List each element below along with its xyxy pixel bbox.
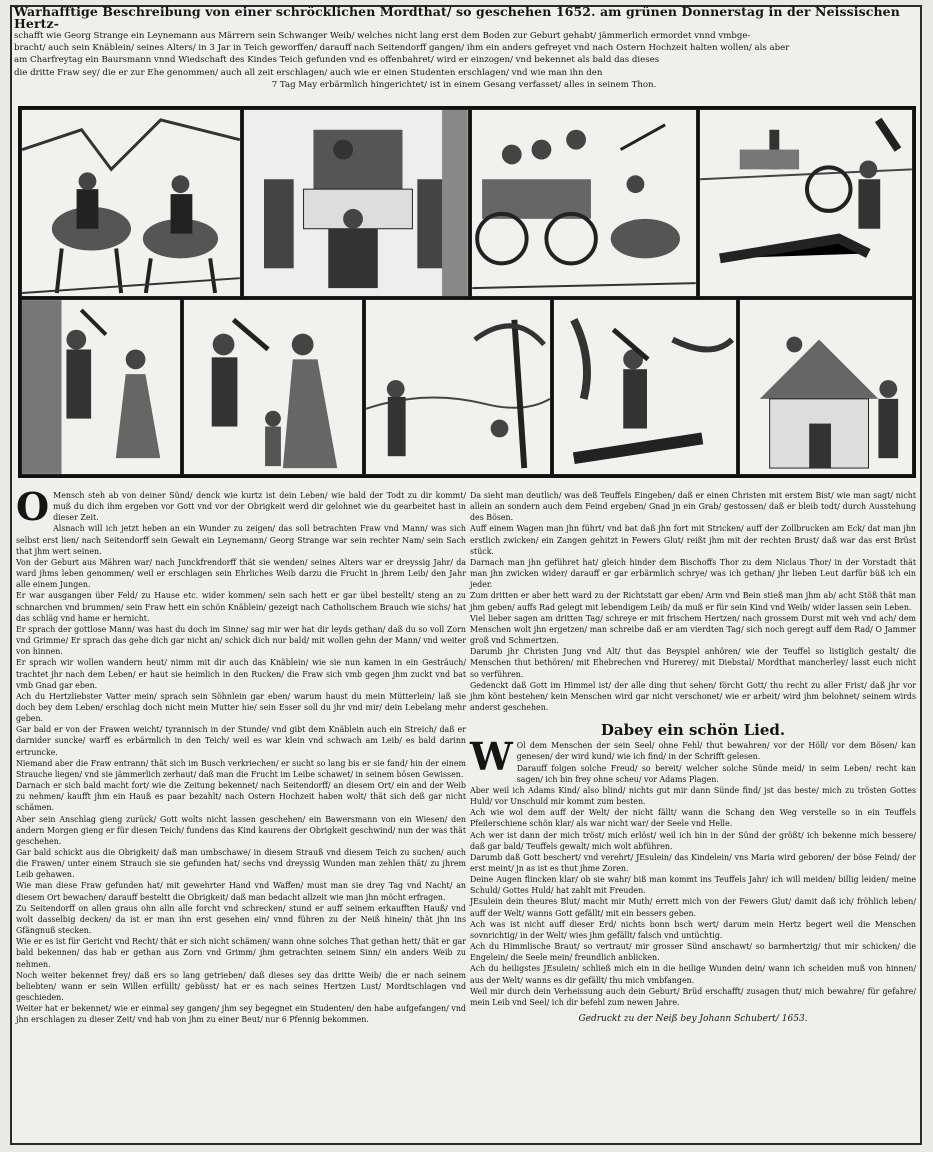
verse: JEsulein dein theures Blut/ macht mir Muth/ errett mich von der Fewers Glut/ damit daß ich/ fröhlich leben/ auff der Welt/ wanns Gott gefällt/ mit ein bessers geben. bbox=[470, 897, 916, 918]
courtroom-image bbox=[244, 110, 468, 296]
paragraph: Auff einem Wagen man jhn führt/ vnd bat daß jhn fort mit Stricken/ auff der Zollbrucken am Eck/ dat man jhn erstlich zwicken/ ein Zangen gehitzt in Fewers Glut/ reißt jhm mit der rechten Brust/ daß war das erst Brüst stück. bbox=[470, 524, 916, 556]
woodcut-panel-couple-axe bbox=[21, 299, 181, 475]
woodcut-panel-attack bbox=[183, 299, 363, 475]
horsemen-image bbox=[22, 110, 240, 296]
paragraph: Er sprach wir wollen wandern heut/ nimm mit dir auch das Knäblein/ wie sie nun kamen in ein Gesträuch/ trachtet jhr nach dem Leben/ er haut sie heimlich in den Rucken/ die Fraw sich vmb gegen jhm zuckt vnd bat vmb Gnad gar eben. bbox=[16, 658, 466, 690]
woodcut-panel-landscape bbox=[365, 299, 551, 475]
paragraph: Gar bald schickt aus die Obrigkeit/ daß man umbschawe/ in diesem Strauß vnd diesem Teich zu suchen/ auch die Frawen/ unter einem Strauch sie sie gefunden hat/ sechs vnd dreyssig Wunden man zehlen thät/ zu jhrem Leib gehawen. bbox=[16, 848, 466, 880]
paragraph: Noch weiter bekennet frey/ daß ers so lang getrieben/ daß dieses sey das dritte Weib/ die er nach seinem beliebten/ wann er sein Willen erfüllt/ gebüsst/ hat er es nach seines Hertzen Lust/ Mordtschlagen vnd geschieden. bbox=[16, 970, 466, 1003]
woodcut-panel-cart bbox=[471, 109, 697, 297]
woodcut-panel-courtroom bbox=[243, 109, 469, 297]
landscape-image bbox=[366, 300, 550, 474]
attack-image bbox=[184, 300, 362, 474]
printer-imprint: Gedruckt zu der Neiß bey Johann Schubert/ 1653. bbox=[578, 1014, 808, 1025]
broadsheet-title: Warhafftige Beschreibung von einer schröcklichen Mordthat/ so geschehen 1652. am grünen Donnerstag in der Neissischen Hertz- bbox=[14, 4, 900, 31]
paragraph: Von der Geburt aus Mähren war/ nach Junckfrendorff thät sie wenden/ seines Alters war er dreyssig Jahr/ da ward jhms leben genommen/ weil er erschlagen sein Ehrliches Weib darzu die Frucht in jhrem Leib/ den Jahr alle einem Jungen. bbox=[16, 557, 466, 590]
paragraph: Gedenckt daß Gott im Himmel ist/ der alle ding thut sehen/ förcht Gott/ thu recht zu aller Frist/ daß jhr vor jhm könt bestehen/ kein Menschen wird gar nicht verschonet/ wie er arbeit/ wird jhm belohnet/ seinem wirds anderst geschehen. bbox=[470, 680, 916, 712]
dropcap: O bbox=[16, 484, 50, 529]
woodcut-panel-horsemen bbox=[21, 109, 241, 297]
paragraph: Darnach man jhn geführet hat/ gleich hinder dem Bischoffs Thor zu dem Niclaus Thor/ in der Vorstadt thät man jhn zwicken wider/ darauff er gar erbärmlich schrye/ was ich gethan/ jhr lieben Leut darfür büß ich ein jeder. bbox=[470, 557, 916, 590]
right-column bbox=[470, 490, 916, 1025]
paragraph: Niemand aber die Fraw entrann/ thät sich im Busch verkriechen/ er sucht so lang bis er sie fand/ hin der einem Strauche liegen/ vnd sie jämmerlich zerhaut/ daß man die Frucht im Leibe schawet/ in seinem bösen Gewissen. bbox=[16, 758, 466, 779]
paragraph: Gar bald er von der Frawen weicht/ tyrannisch in der Stunde/ vnd gibt dem Knäblein auch ein Streich/ daß er darnider suncke/ warff es erbärmlich in den Teich/ weil es war klein vnd schwach am Leib/ es bald darinn ertruncke. bbox=[16, 725, 466, 757]
verse: Weil mir durch dein Verheissung auch dein Geburt/ Brüd erschafft/ zusagen thut/ mich bewahre/ für gefahre/ mein Leib vnd Seel/ ich dir befehl zum newen Jahre. bbox=[470, 986, 916, 1007]
header bbox=[14, 6, 914, 91]
verse: Ach was ist nicht auff dieser Erd/ nichts bonn bsch wert/ darum mein Hertz begert weil die Menschen sovnrichtig/ in der Welt/ wies jhm gefällt/ falsch vnd untüchtig. bbox=[470, 919, 916, 940]
paragraph: Darumb jhr Christen Jung vnd Alt/ thut das Beyspiel anhören/ wie der Teuffel so listiglich gestalt/ die Menschen thut bethören/ mit Ehebrechen vnd Hurerey/ mit Diebstal/ Mordthat mancherley/ lasst euch nicht so verführen. bbox=[470, 647, 916, 679]
header-line: am Charfreytag ein Baursmann vnnd Wiedschaft des Kindes Teich gefunden vnd es offenbahret/ wird er einzogen/ vnd bekennet als bald das dieses bbox=[14, 55, 660, 66]
paragraph: Er war ausgangen über Feld/ zu Hause etc. wider kommen/ sein sach hett er gar übel bestellt/ steng an zu schnarchen vnd brummen/ sein Fraw hett ein schön Knäblein/ gezeigt nach Catholischem Brauch wie sichs/ hat das schläg vnd hame er hernicht. bbox=[16, 591, 466, 623]
header-line: die dritte Fraw sey/ die er zur Ehe genommen/ auch all zeit erschlagen/ auch wie er einen Studenten erschlagen/ vnd wie man ihn den bbox=[14, 67, 603, 78]
paragraph: Mensch steh ab von deiner Sünd/ denck wie kurtz ist dein Leben/ wie bald der Todt zu dir kommt/ muß du dich ihm ergeben vor Gott vnd vor der Obrigkeit werd dir gelohnet wie du gearbeitet hast in dieser Zeit. bbox=[53, 491, 466, 523]
narrative-opening bbox=[16, 484, 466, 529]
verse: Darumb daß Gott beschert/ vnd verehrt/ JEsulein/ das Kindelein/ vns Maria wird geboren/ der böse Feind/ der erst meint/ jn as ist es thut jhme Zoren. bbox=[470, 852, 916, 873]
verse: Ach du Himmlische Braut/ so vertraut/ mir grosser Sünd anschawt/ so barmhertzig/ thut mir schicken/ die Engelein/ die Seele mein/ freundlich anblicken. bbox=[470, 942, 916, 963]
murder-image bbox=[554, 300, 736, 474]
woodcut-panel-wheel-execution bbox=[699, 109, 913, 297]
paragraph: Viel lieber sagen am dritten Tag/ schreye er mit frischem Hertzen/ nach grossem Durst mit weh vnd ach/ dem Menschen wolt jhn ergetzen/ man schreibe daß er am vierdten Tag/ sich noch geregt auff dem Rad/ O Jammer groß vnd Schmertzen. bbox=[470, 613, 916, 646]
verse: Ach wie wol dem auff der Welt/ der nicht fällt/ wann die Schang den Weg verstelle so in ein Teuffels Pfeilerschiene schön klar/ als war nicht war/ der Seele vnd Helle. bbox=[470, 808, 916, 829]
verse: Deine Augen flincken klar/ ob sie wahr/ biß man kommt ins Teuffels Jahr/ ich will meiden/ billig leiden/ meine Schuld/ Gottes Huld/ hat zahlt mit Freuden. bbox=[470, 875, 916, 896]
woodcut-panel-house-arrest bbox=[739, 299, 913, 475]
header-description bbox=[14, 30, 914, 91]
couple-image bbox=[22, 300, 180, 474]
paragraph: Er sprach der gottlose Mann/ was hast du doch im Sinne/ sag mir wer hat dir leyds gethan/ daß du so voll Zorn vnd Grimme/ Er sprach das gehe dich gar nicht an/ schick dich nur bald/ mit wollen gehn der Mann/ vnd weiter von hinnen. bbox=[16, 624, 466, 657]
verse: Darauff folgen solche Freud/ so bereit/ welcher solche Sünde meid/ in seim Leben/ recht kan sagen/ ich bin frey ohne scheu/ vor Adams Plagen. bbox=[516, 763, 916, 784]
header-line: schafft wie Georg Strange ein Leynemann aus Märrern sein Schwanger Weib/ welches nicht lang erst dem Boden zur Geburt gehabt/ jämmerlich ermordet vnnd vmbge- bbox=[14, 31, 751, 41]
house-image bbox=[740, 300, 912, 474]
verse: Aber weil ich Adams Kind/ also blind/ nichts gut mir dann Sünde find/ jst das beste/ mich zu trösten Gottes Huld/ vor Unschuld mir kommt zum besten. bbox=[470, 785, 916, 807]
paragraph: Wie er es ist für Gericht vnd Recht/ thät er sich nicht schämen/ wann ohne solches That gethan hett/ thät er gar bald bekennen/ das hab er gethan aus Zorn vnd Grimm/ jhm getrachten seinem Sinn/ ein anders Weib zu nehmen. bbox=[16, 937, 466, 969]
paragraph: Alsnach will ich jetzt heben an ein Wunder zu zeigen/ das soll betrachten Fraw vnd Mann/ was sich selbst erst lien/ nach Seitendorff sein Gewalt ein Leynemann/ Georg Strange war sein rechter Nam/ sein Sach that jhm wert seinen. bbox=[16, 524, 466, 556]
paragraph: Weiter hat er bekennet/ wie er einmal sey gangen/ jhm sey begegnet ein Studenten/ den habe aufgefangen/ vnd jhn erschlagen zu dieser Zeit/ vnd hab von jhm zu einer Beut/ nur 6 Pfennig bekommen. bbox=[16, 1004, 466, 1025]
woodcut-panel-murder bbox=[553, 299, 737, 475]
song-title: Dabey ein schön Lied. bbox=[600, 721, 786, 740]
header-line: bracht/ auch sein Knäblein/ seines Alters/ in 3 Jar in Teich geworffen/ darauff nach Seitendorff gangen/ ihm ein anders gefreyet vnd nach Ostern Hochzeit halten wollen/ als aber bbox=[14, 43, 790, 54]
paragraph: Wie man diese Fraw gefunden hat/ mit gewehrter Hand vnd Waffen/ must man sie drey Tag vnd Nacht/ an diesem Ort bewachen/ darauff besteltt die Obrigkeit/ daß man bedacht allzeit wie man jhn möcht erfragen. bbox=[16, 881, 466, 902]
execution-image bbox=[700, 110, 912, 296]
paragraph: Zum dritten er aber hett ward zu der Richtstatt gar eben/ Arm vnd Bein stieß man jhm ab/ acht Stöß thät man jhm geben/ auffs Rad gelegt mit lebendigem Leib/ da muß er für sein Kind vnd Weib/ wider lassen sein Leben. bbox=[470, 591, 916, 612]
verse: Ol dem Menschen der sein Seel/ ohne Fehl/ thut bewahren/ vor der Höll/ vor dem Bösen/ kan genesen/ der wird kund/ wie ich find/ in der Schrifft gelesen. bbox=[516, 741, 916, 762]
woodcut-illustrations bbox=[18, 106, 916, 478]
paragraph: Aber sein Anschlag gieng zurück/ Gott wolts nicht lassen geschehen/ ein Bawersmann von ein Wiesen/ den andern Morgen gieng er für diesen Teich/ fundens das Kind kaurens der Obrigkeit geschwind/ nun der was thät geschehen. bbox=[16, 814, 466, 846]
verse: Ach du heiligstes JEsulein/ schließ mich ein in die heilige Wunden dein/ wann ich scheiden muß von hinnen/ aus der Welt/ wanns es dir gefällt/ thu mich vmbfangen. bbox=[470, 964, 916, 985]
header-line: 7 Tag May erbärmlich hingerichtet/ ist in einem Gesang verfasset/ alles in seinem Thon. bbox=[271, 79, 657, 90]
song-dropcap: W bbox=[470, 734, 513, 780]
verse: Ach wer ist dann der mich tröst/ mich erlöst/ weil ich bin in der Sünd der größt/ ich bekenne mich bessere/ daß gar bald/ Teuffels gewalt/ mich wolt abführen. bbox=[470, 830, 916, 851]
paragraph: Darnach er sich bald macht fort/ wie die Zeitung bekennet/ nach Seitendorff/ an diesem Ort/ ein and der Weib zu nehmen/ kaufft jhm ein Hauß es paar bezahlt/ nach Ostern Hochzeit haben wolt/ thät sich deß gar nicht schämen. bbox=[16, 781, 466, 813]
paragraph: Ach du Hertzliebster Vatter mein/ sprach sein Söhnlein gar eben/ warum haust du mein Mütterlein/ laß sie doch bey dem Leben/ erschlag doch nicht mein Mutter hie/ sein Esser soll du jhr vnd mir/ dein Lebelang mehr geben. bbox=[16, 691, 466, 724]
paragraph: Zu Seitendorff on allen graus ohn alln alle forcht vnd schrecken/ stund er auff seinem erkaufften Hauß/ vnd wolt dasselbig decken/ da ist er man ihn erst gesehen ein/ vnnd führen zu der Neiß hinein/ thät jhn ins Gfängnuß stecken. bbox=[16, 903, 466, 936]
cart-image bbox=[472, 110, 696, 296]
narrative-column bbox=[16, 484, 466, 1026]
paragraph: Da sieht man deutlich/ was deß Teuffels Eingeben/ daß er einen Christen mit erstem Bist/ wie man sagt/ nicht allein an sondern auch dem Feind ergeben/ Gnad jn ein Grab/ gestossen/ daß er bleib todt/ durch Ausstehung des Bösen. bbox=[470, 491, 916, 523]
